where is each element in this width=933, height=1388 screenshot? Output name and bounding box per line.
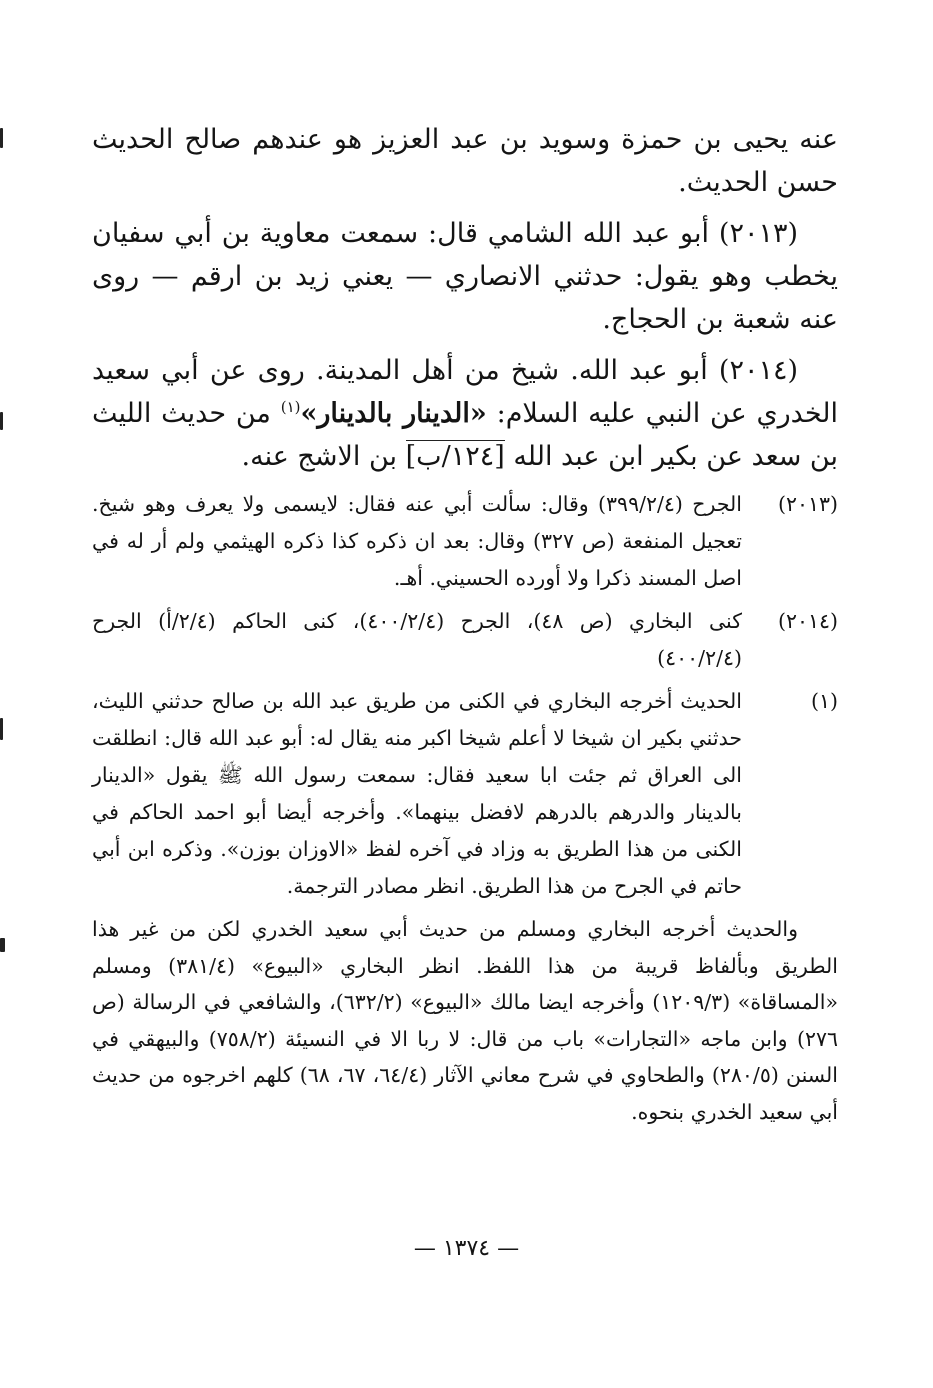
footnote-text: الحديث أخرجه البخاري في الكنى من طريق عبد الله بن صالح حدثني الليث، حدثني بكير ان شيخا لا أعلم شيخا اكبر منه يقال له: أبو عبد الله قال: انطلقت الى العراق ثم جئت ابا سعيد فقال: سمعت رسول الله ﷺ يقول «الدينار بالدينار والدرهم بالدرهم لافضل بينهما». وأخرجه أيضا أبو احمد الحاكم في الكنى من هذا الطريق به وزاد في آخره لفظ «الاوزان بوزن». وذكره ابن أبي حاتم في الجرح من هذا الطريق. انظر مصادر الترجمة. xyxy=(92,689,742,898)
footnote-continuation: والحديث أخرجه البخاري ومسلم من حديث أبي سعيد الخدري لكن من غير هذا الطريق وبألفاظ قريبة من هذا اللفظ. انظر البخاري «البيوع» (٣٨١/٤) ومسلم «المساقاة» (١٢٠٩/٣) وأخرجه ايضا مالك «البيوع» (٦٣٢/٢)، والشافعي في الرسالة (ص ٢٧٦) وابن ماجه «التجارات» باب من قال: لا ربا الا في النسيئة (٧٥٨/٢) والبيهقي في السنن (٢٨٠/٥) والطحاوي في شرح معاني الآثار (٦٤/٤، ٦٧، ٦٨) كلهم اخرجوه من حديث أبي سعيد الخدري بنحوه. xyxy=(92,917,838,1124)
footnote-number: (١) xyxy=(810,689,838,713)
footnote-number: (٢٠١٤) xyxy=(777,609,838,633)
paragraph-continuation: عنه يحيى بن حمزة وسويد بن عبد العزيز هو عندهم صالح الحديث حسن الحديث. xyxy=(92,124,838,198)
main-text xyxy=(92,118,838,478)
footnote-2013 xyxy=(92,486,838,597)
footnote-text: الجرح (٣٩٩/٢/٤) وقال: سألت أبي عنه فقال: لايسمى ولا يعرف وهو شيخ. تعجيل المنفعة (ص ٣٢٧) وقال: بعد ان ذكره كذا ذكره الهيثمي ولم أر له في اصل المسند ذكرا ولا أورده الحسيني. أهـ. xyxy=(92,492,742,590)
footnote-text: كنى البخاري (ص ٤٨)، الجرح (٤٠٠/٢/٤)، كنى الحاكم (٢/٤/أ) الجرح (٤٠٠/٢/٤) xyxy=(92,609,742,670)
entry-2014-text-e: بن الاشج عنه. xyxy=(241,441,406,472)
folio-marker: [١٢٤/ب] xyxy=(405,441,505,472)
entry-2013: (٢٠١٣) أبو عبد الله الشامي قال: سمعت معاوية بن أبي سفيان يخطب وهو يقول: حدثني الانصاري — يعني زيد بن ارقم — روى عنه شعبة بن الحجاج. xyxy=(92,218,838,335)
footnote-1 xyxy=(92,683,838,905)
entry-2014-text-a: (٢٠١٤) أبو عبد الله. شيخ من أهل المدينة. روى عن أبي سعيد الخدري عن النبي عليه السلام: xyxy=(92,355,839,429)
footnotes xyxy=(92,486,838,905)
footnote-ref: (١) xyxy=(280,398,301,416)
scan-edge-mark xyxy=(0,938,5,952)
scan-edge-mark xyxy=(0,128,3,148)
scan-edge-mark xyxy=(0,412,3,430)
page-number: — ١٣٧٤ — xyxy=(413,1236,520,1261)
scan-edge-mark xyxy=(0,718,3,740)
footnote-2014 xyxy=(92,603,838,677)
entry-2014-text-c: من حديث الليث بن سعد عن بكير ابن عبد الله xyxy=(92,398,838,472)
page-body xyxy=(92,118,838,1130)
footnote-number: (٢٠١٣) xyxy=(777,492,838,516)
entry-2014 xyxy=(92,349,838,478)
hadith-quote: «الدينار بالدينار» xyxy=(300,398,487,429)
